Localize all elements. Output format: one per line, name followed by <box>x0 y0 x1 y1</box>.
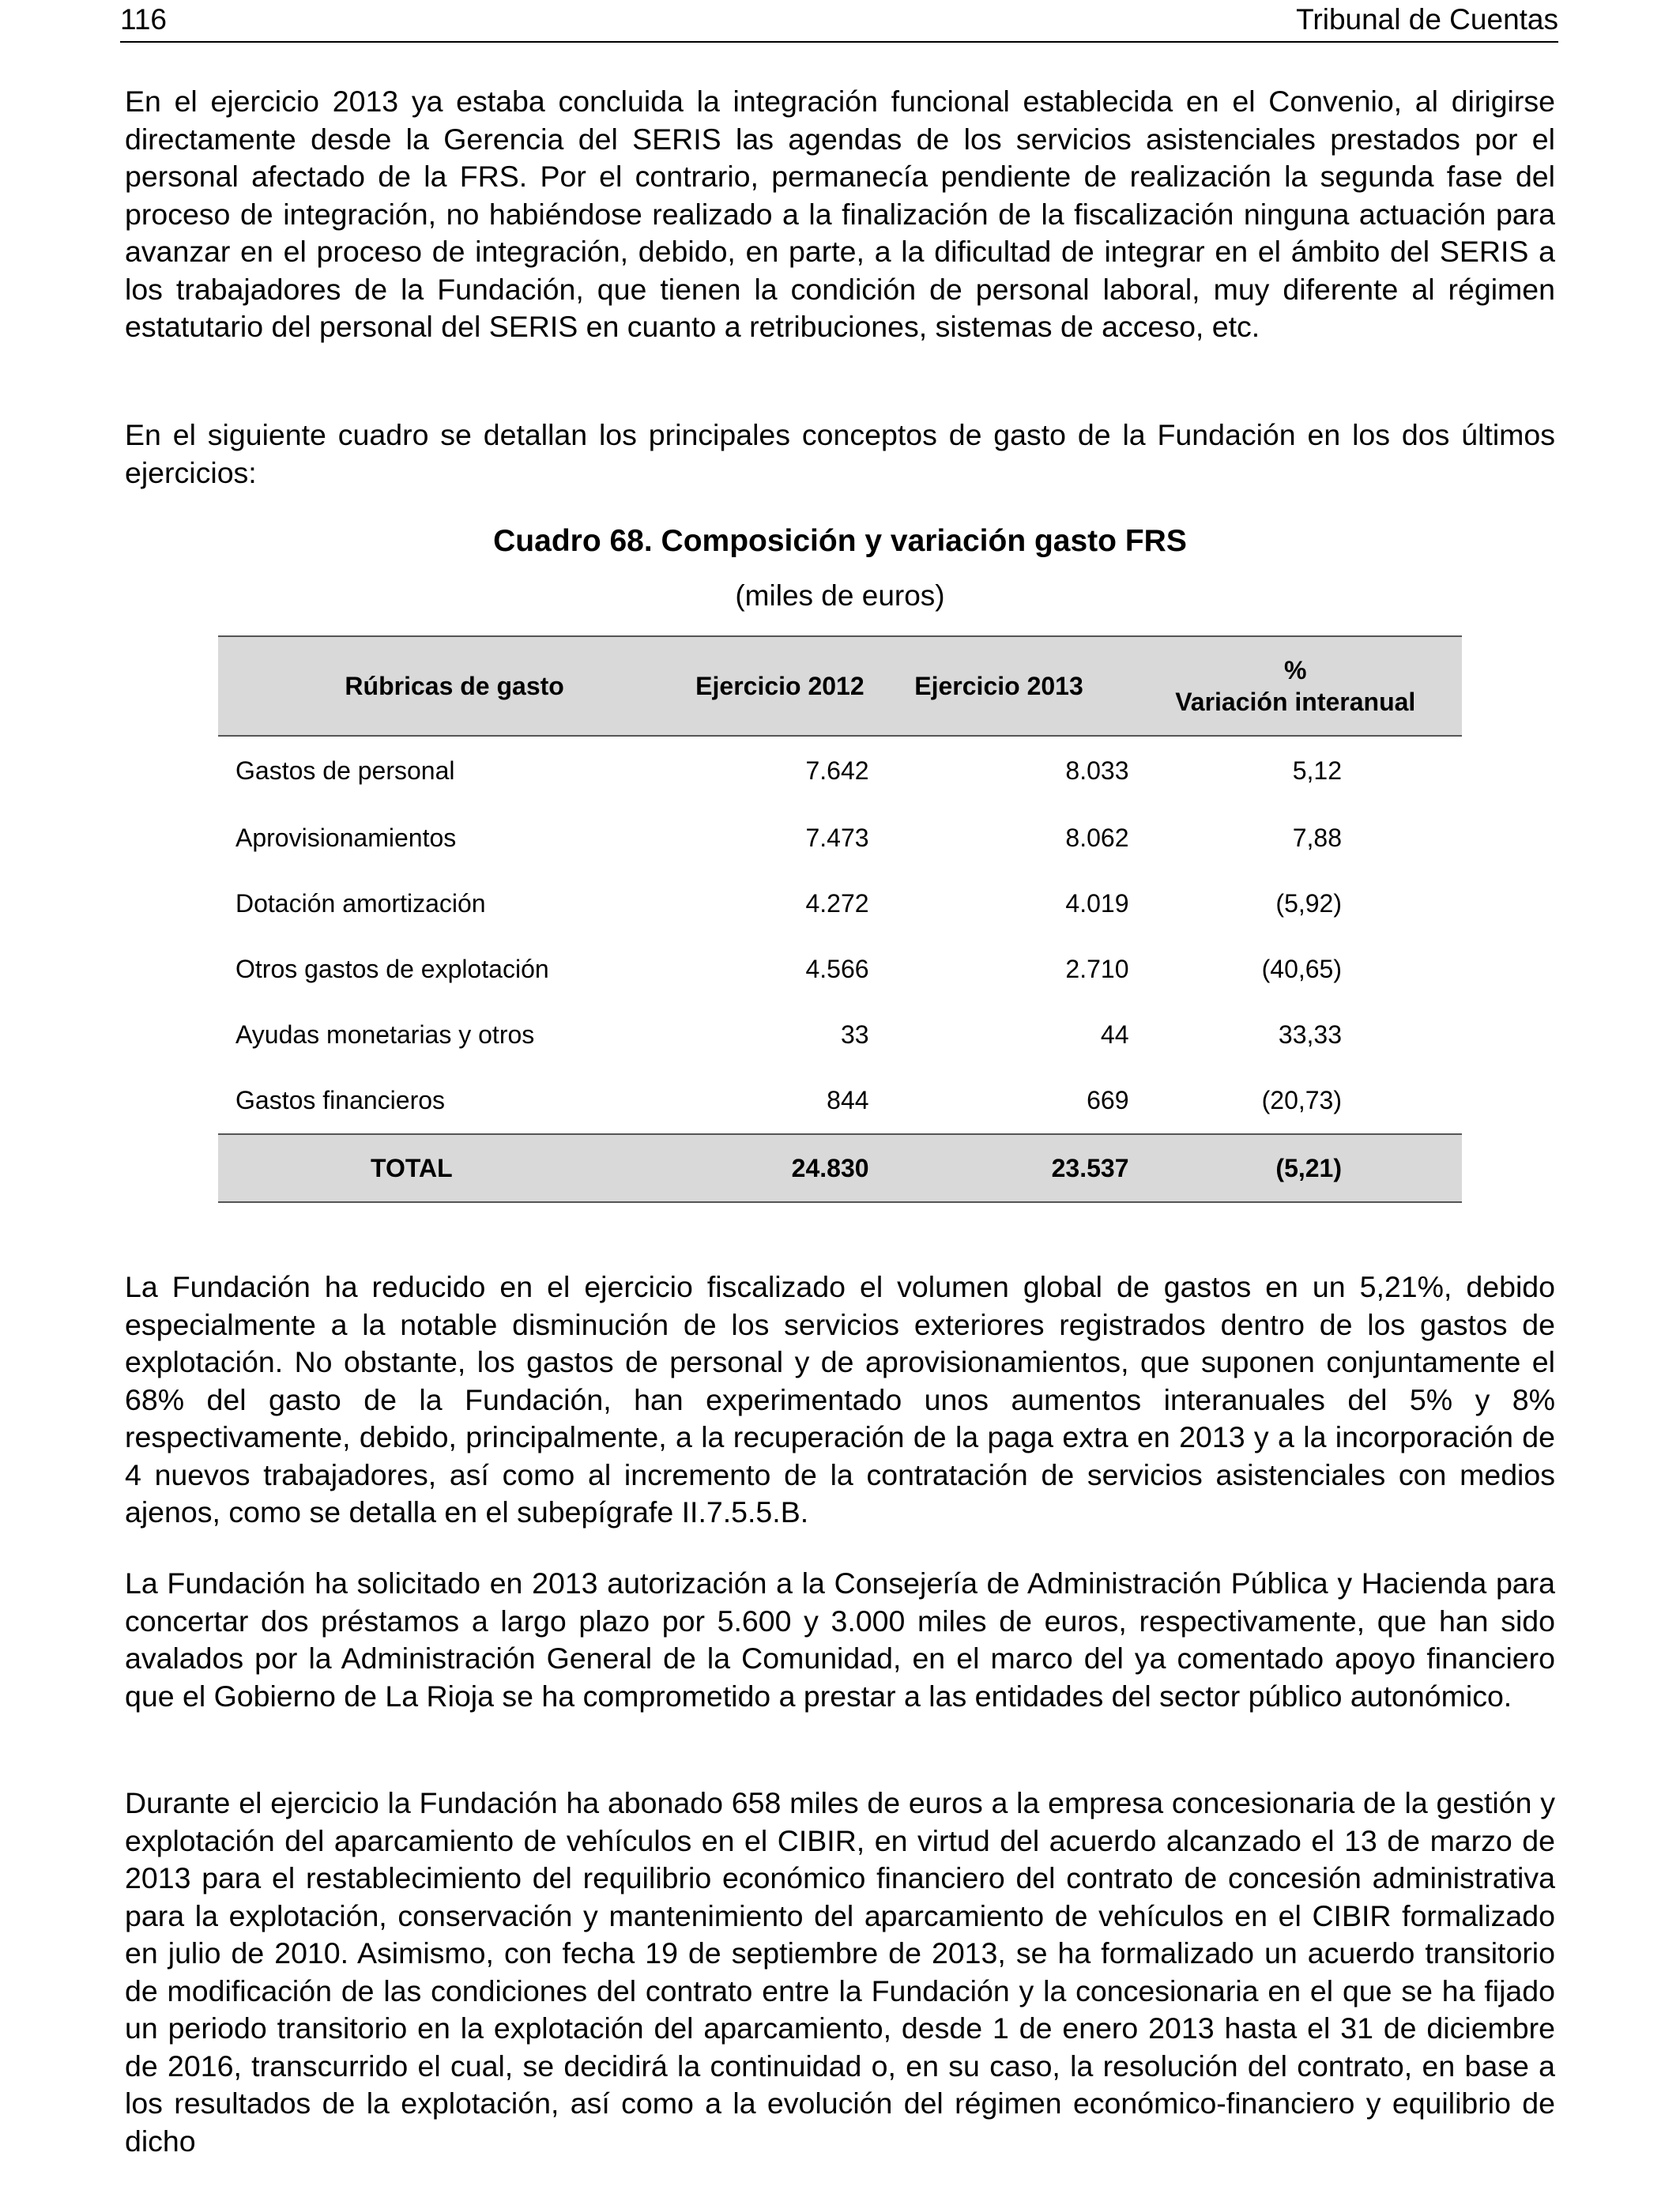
row-value-2013: 44 <box>1100 1020 1129 1049</box>
row-value-2012: 844 <box>827 1086 869 1114</box>
paragraph-integration: En el ejercicio 2013 ya estaba concluida la integración funcional establecida en el Convenio, al dirigirse directamente desde la Gerencia del SERIS las agendas de los servicios asistenciales prestados por el personal afectado de la FRS. Por el contrario, permanecía pendiente de realización la segunda fase del proceso de integración, no habiéndose realizado a la finalización de la fiscalización ninguna actuación para avanzar en el proceso de integración, debido, en parte, a la dificultad de integrar en el ámbito del SERIS a los trabajadores de la Fundación, que tienen la condición de personal laboral, muy diferente al régimen estatutario del personal del SERIS en cuanto a retribuciones, sistemas de acceso, etc. <box>125 85 1555 343</box>
row-label: Ayudas monetarias y otros <box>235 1020 535 1049</box>
table-row <box>218 736 1462 805</box>
row-value-2012: 4.566 <box>805 955 869 983</box>
row-label: Otros gastos de explotación <box>235 955 549 983</box>
expense-table <box>218 635 1462 1203</box>
row-variation: 7,88 <box>1292 824 1342 852</box>
page-header <box>120 0 1558 43</box>
row-variation: 5,12 <box>1292 756 1342 785</box>
row-label: Gastos de personal <box>235 756 455 785</box>
header-ejercicio-2012: Ejercicio 2012 <box>691 636 868 736</box>
table-header-row <box>218 636 1462 736</box>
table-row <box>218 1068 1462 1134</box>
paragraph-loans: La Fundación ha solicitado en 2013 autorización a la Consejería de Administración Pública y Hacienda para concertar dos préstamos a largo plazo por 5.600 y 3.000 miles de euros, respectivamente, que han sido avalados por la Administración General de la Comunidad, en el marco del ya comentado apoyo financiero que el Gobierno de La Rioja se ha comprometido a prestar a las entidades del sector público autonómico. <box>125 1566 1555 1713</box>
paragraph-expense-reduction: La Fundación ha reducido en el ejercicio fiscalizado el volumen global de gastos en un 5,21%, debido especialmente a la notable disminución de los servicios exteriores registrados dentro de los gastos de explotación. No obstante, los gastos de personal y de aprovisionamientos, que suponen conjuntamente el 68% del gasto de la Fundación, han experimentado unos aumentos interanuales del 5% y 8% respectivamente, debido, principalmente, a la recuperación de la paga extra en 2013 y a la incorporación de 4 nuevos trabajadores, así como al incremento de la contratación de servicios asistenciales con medios ajenos, como se detalla en el subepígrafe II.7.5.5.B. <box>125 1270 1555 1529</box>
total-value-2012: 24.830 <box>691 1134 868 1202</box>
row-value-2013: 2.710 <box>1065 955 1129 983</box>
row-variation: (20,73) <box>1261 1086 1342 1114</box>
row-value-2012: 4.272 <box>805 889 869 918</box>
row-value-2013: 4.019 <box>1065 889 1129 918</box>
header-variacion-label: Variación interanual <box>1175 688 1416 716</box>
row-value-2013: 669 <box>1087 1086 1129 1114</box>
header-variacion <box>1128 636 1462 736</box>
row-label: Gastos financieros <box>235 1086 446 1114</box>
paragraph-parking-concession: Durante el ejercicio la Fundación ha abonado 658 miles de euros a la empresa concesionaria de la gestión y explotación del aparcamiento de vehículos en el CIBIR, en virtud del acuerdo alcanzado el 13 de marzo de 2013 para el restablecimiento del requilibrio económico financiero del contrato de concesión administrativa para la explotación, conservación y mantenimiento del aparcamiento de vehículos en el CIBIR formalizado en julio de 2010. Asimismo, con fecha 19 de septiembre de 2013, se ha formalizado un acuerdo transitorio de modificación de las condiciones del contrato entre la Fundación y la concesionaria en el que se ha fijado un periodo transitorio en la explotación del aparcamiento, desde 1 de enero 2013 hasta el 31 de diciembre de 2016, transcurrido el cual, se decidirá la continuidad o, en su caso, la resolución del contrato, en base a los resultados de la explotación, así como a la evolución del régimen económico-financiero y equilibrio de dicho <box>125 1786 1555 2158</box>
row-value-2013: 8.062 <box>1065 824 1129 852</box>
table-row <box>218 937 1462 1002</box>
row-value-2012: 7.642 <box>805 756 869 785</box>
table-row <box>218 1002 1462 1068</box>
table-row <box>218 871 1462 937</box>
row-variation: (40,65) <box>1261 955 1342 983</box>
running-header-title: Tribunal de Cuentas <box>1296 3 1558 36</box>
header-ejercicio-2013: Ejercicio 2013 <box>869 636 1129 736</box>
table-total-row <box>218 1134 1462 1202</box>
table-row <box>218 805 1462 871</box>
table-units: (miles de euros) <box>735 579 945 612</box>
row-value-2012: 7.473 <box>805 824 869 852</box>
header-variacion-symbol: % <box>1284 656 1307 684</box>
table-title: Cuadro 68. Composición y variación gasto FRS <box>493 524 1187 558</box>
row-label: Dotación amortización <box>235 889 486 918</box>
total-label: TOTAL <box>218 1134 691 1202</box>
row-variation: (5,92) <box>1275 889 1342 918</box>
row-value-2013: 8.033 <box>1065 756 1129 785</box>
paragraph-table-intro: En el siguiente cuadro se detallan los principales conceptos de gasto de la Fundación en los dos últimos ejercicios: <box>125 418 1555 489</box>
total-variation: (5,21) <box>1128 1134 1462 1202</box>
page-number: 116 <box>120 3 167 36</box>
header-rubricas: Rúbricas de gasto <box>218 636 691 736</box>
total-value-2013: 23.537 <box>869 1134 1129 1202</box>
row-value-2012: 33 <box>840 1020 869 1049</box>
row-variation: 33,33 <box>1278 1020 1342 1049</box>
row-label: Aprovisionamientos <box>235 824 457 852</box>
